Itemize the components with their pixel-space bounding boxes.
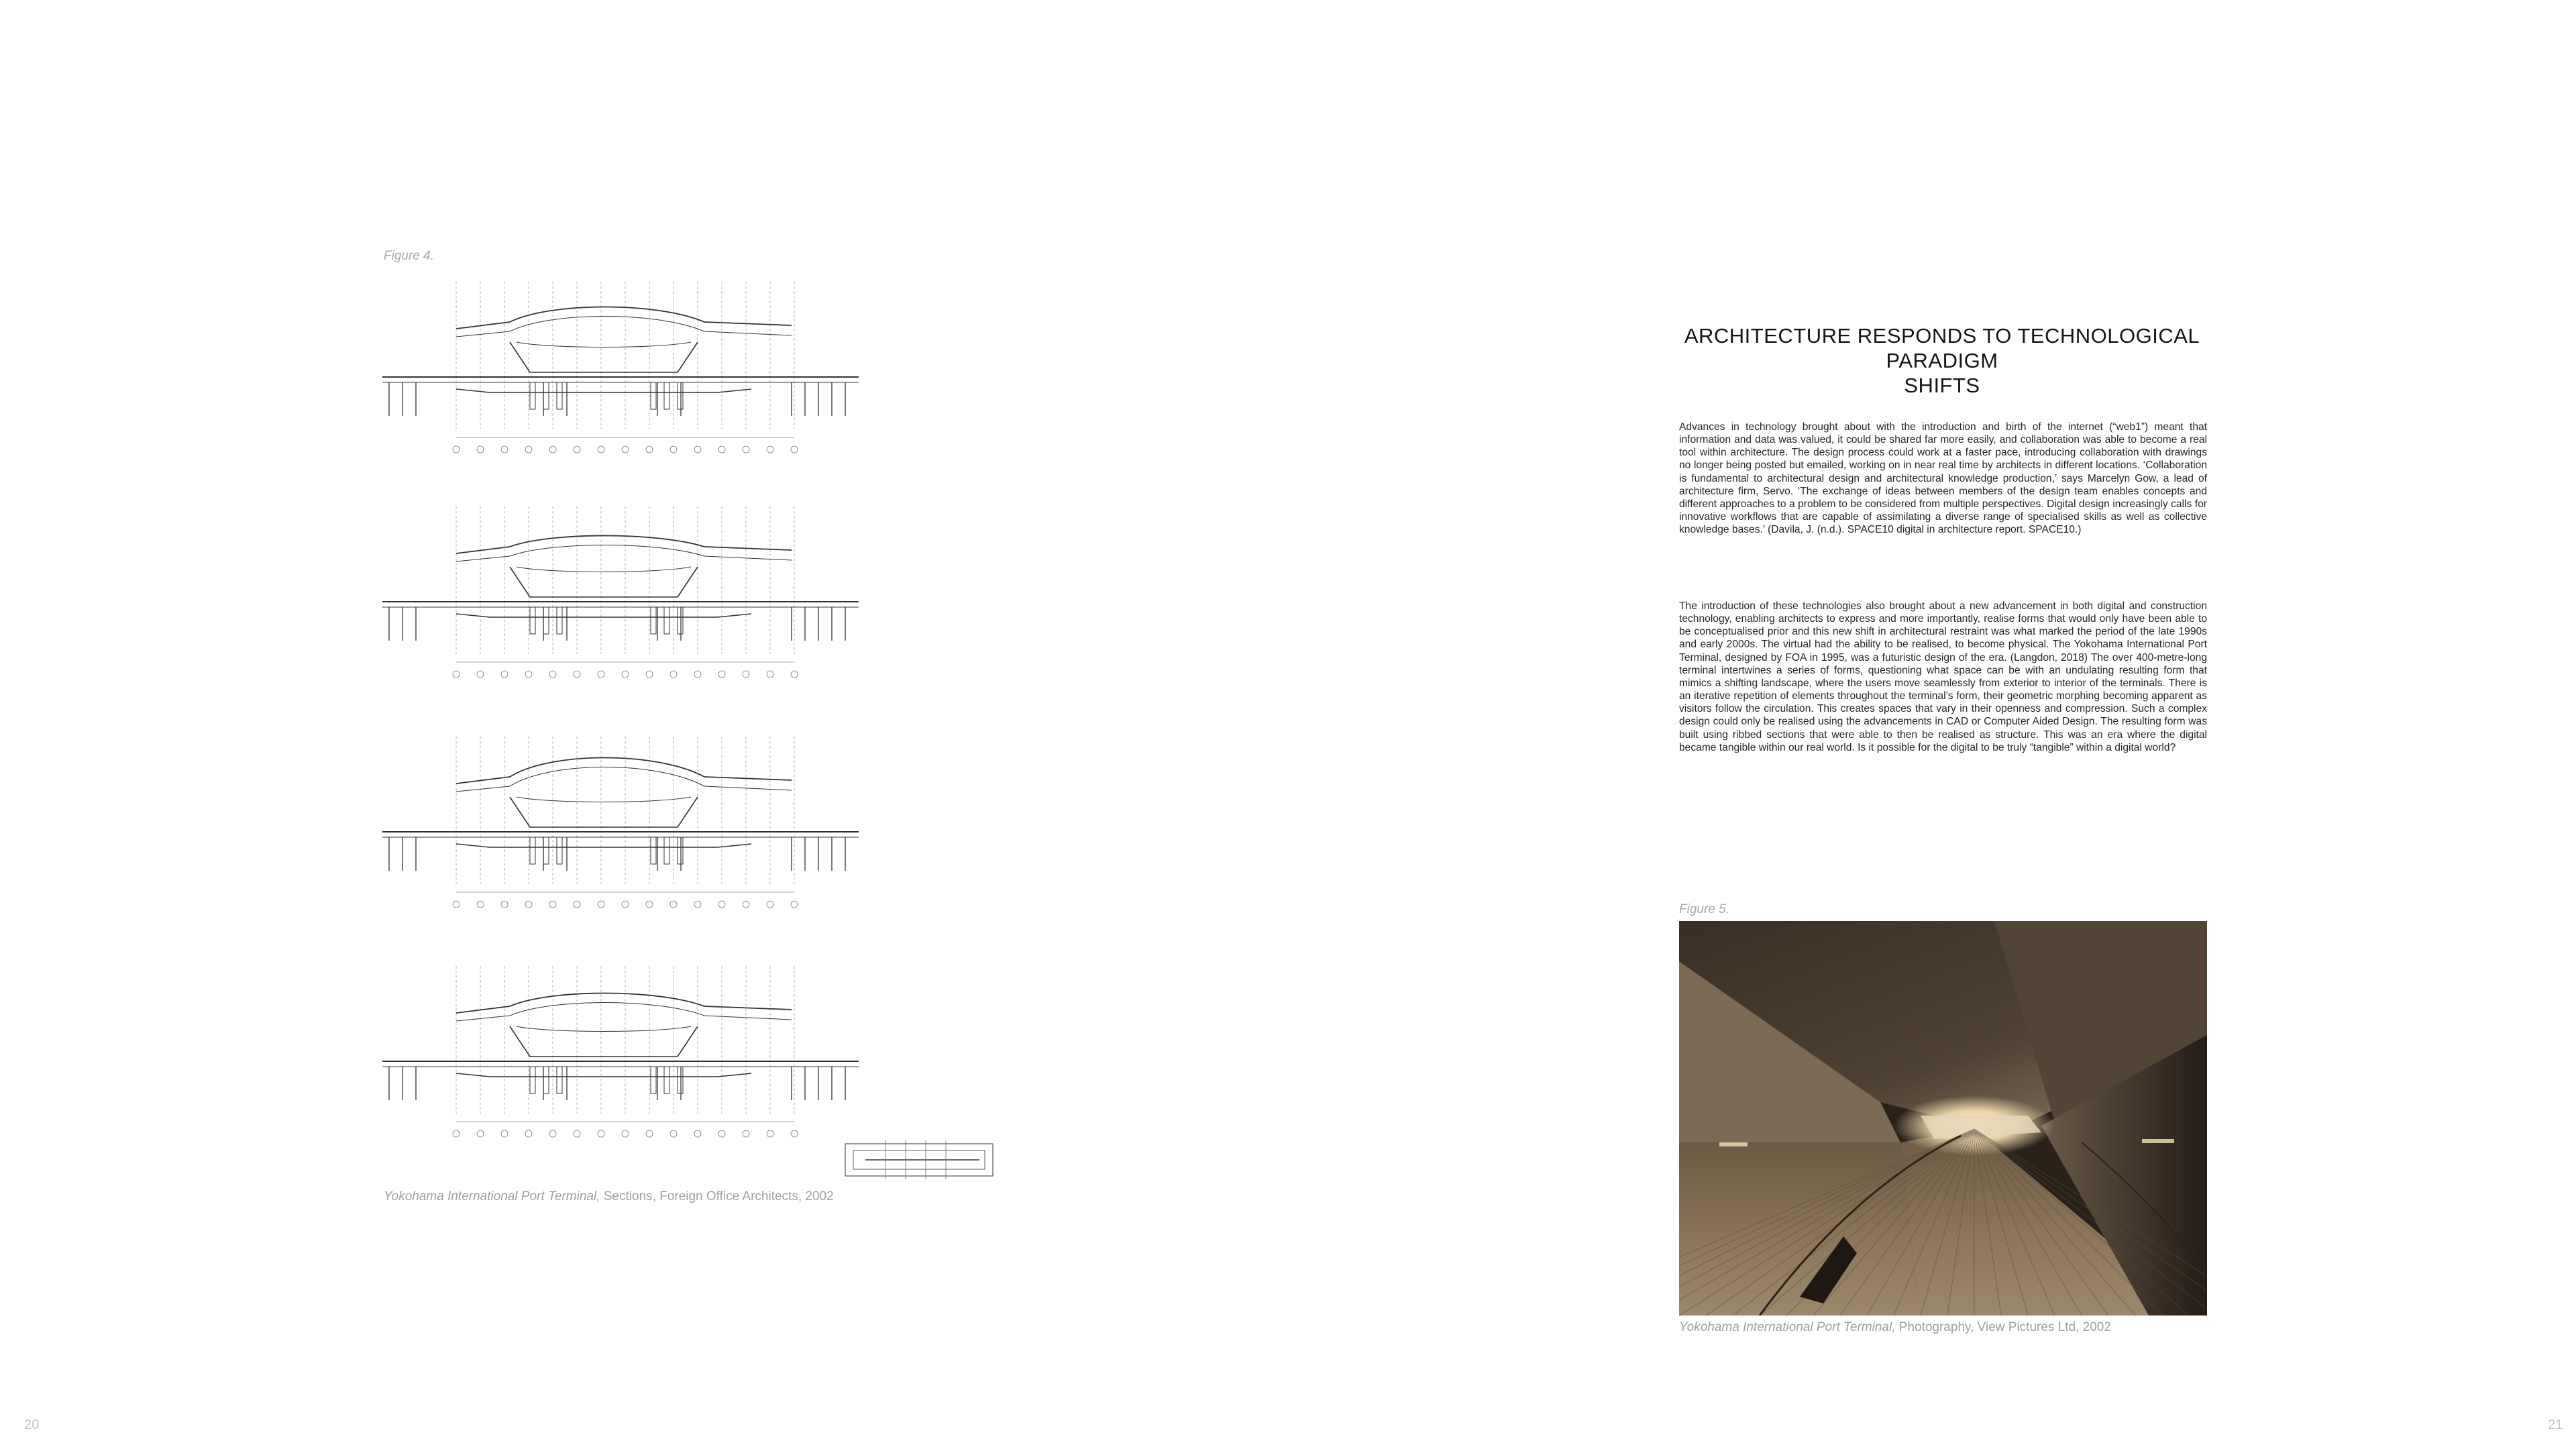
section-drawing xyxy=(382,966,859,1137)
terminal-interior-photo xyxy=(1679,921,2207,1316)
page-number-left: 20 xyxy=(24,1417,40,1432)
section-drawing xyxy=(382,737,859,908)
figure-5-caption-title: Yokohama International Port Terminal, xyxy=(1679,1320,1896,1334)
section-heading-line-2: SHIFTS xyxy=(1904,374,1980,397)
section-heading-line-1: ARCHITECTURE RESPONDS TO TECHNOLOGICAL PARADIGM xyxy=(1684,324,2200,372)
section-drawing xyxy=(382,506,859,678)
section-drawing xyxy=(382,282,859,453)
figure-5-caption-credit: Photography, View Pictures Ltd, 2002 xyxy=(1895,1320,2111,1334)
figure-4-label: Figure 4. xyxy=(384,249,434,263)
figure-5-label: Figure 5. xyxy=(1679,902,1729,916)
section-heading xyxy=(1677,323,2207,398)
body-paragraph-1: Advances in technology brought about with the introduction and birth of the internet (“web1”) meant that information and data was valued, it could be shared far more easily, and collaboration was able to become a real tool within architecture. The design process could work at a faster pace, introducing collaboration with drawings no longer being posted but emailed, working on in near real time by architects in different locations. ‘Collaboration is fundamental to architectural design and architectural knowledge production,’ says Marcelyn Gow, a lead of architecture firm, Servo. ‘The exchange of ideas between members of the design team enables concepts and different approaches to a problem to be considered from multiple perspectives. Digital design increasingly calls for innovative workflows that are capable of assimilating a diverse range of specialised skills as well as collective knowledge bases.’ (Davila, J. (n.d.). SPACE10 digital in architecture report. SPACE10.) xyxy=(1679,421,2207,536)
body-paragraph-2: The introduction of these technologies also brought about a new advancement in both digital and construction technology, enabling architects to express and more importantly, realise forms that would only have been able to be conceptualised prior and this new shift in architectural restraint was what marked the period of the late 1990s and early 2000s. The virtual had the ability to be realised, to become physical. The Yokohama International Port Terminal, designed by FOA in 1995, was a futuristic design of the era. (Langdon, 2018) The over 400-metre-long terminal intertwines a series of forms, questioning what space can be with an undulating resulting form that mimics a shifting landscape, where the users move seamlessly from exterior to interior of the terminals. There is an iterative repetition of elements throughout the terminal’s form, their geometric morphing becoming apparent as visitors follow the circulation. This creates spaces that vary in their openness and compression. Such a complex design could only be realised using the advancements in CAD or Computer Aided Design. The resulting form was built using ribbed sections that were able to then be realised as structure. This was an era where the digital became tangible within our real world. Is it possible for the digital to be truly “tangible” within a digital world? xyxy=(1679,600,2207,753)
figure-4-caption xyxy=(384,1189,834,1204)
figure-4-caption-title: Yokohama International Port Terminal, xyxy=(384,1189,600,1203)
figure-4-caption-credit: Sections, Foreign Office Architects, 2002 xyxy=(600,1189,834,1203)
figure-5-caption xyxy=(1679,1320,2111,1335)
page-number-right: 21 xyxy=(2548,1417,2563,1432)
key-plan xyxy=(845,1140,993,1179)
terminal-section-drawings xyxy=(376,268,1020,1181)
